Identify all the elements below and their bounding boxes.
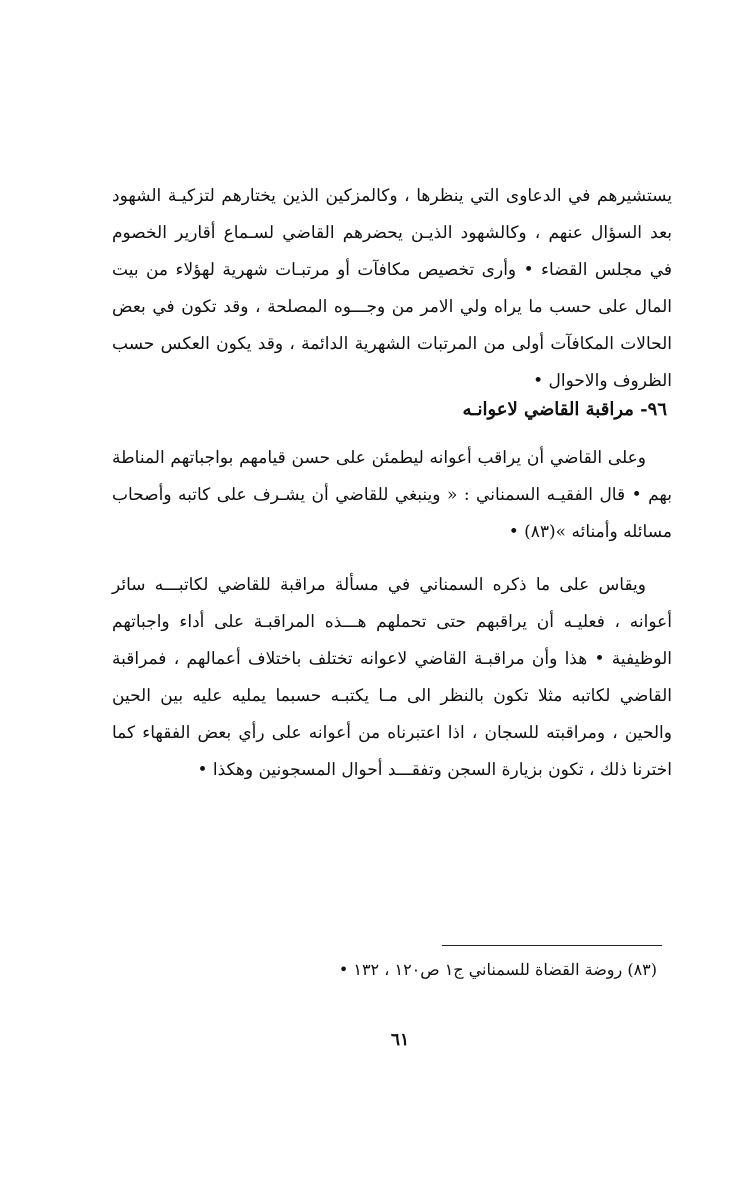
paragraph-text: ويقاس على ما ذكره السمناني في مسألة مراقبة للقاضي لكاتبـــه سائر أعوانه ، فعليـه أن يراقبهم حتى تحملهم هـــذه المراقبـة على أداء واجباتهم الوظيفية • هذا وأن مراقبـة القاضي لاعوانه تختلف باختلاف أعمالهم ، فمراقبة القاضي لكاتبه مثلا تكون بالنظر الى مـا يكتبـه حسبما يمليه عليه بين الحين والحين ، ومراقبته للسجان ، اذا اعتبرناه من أعوانه على رأي بعض الفقهاء كما اخترنا ذلك ، تكون بزيارة السجن وتفقـــد أحوال المسجونين وهكذا • (112, 575, 672, 780)
body-paragraph-3 (112, 567, 672, 789)
page-number: ٦١ (390, 1030, 410, 1050)
section-heading: ٩٦- مراقبة القاضي لاعوانـه (462, 399, 667, 420)
body-paragraph-2 (112, 440, 672, 551)
body-paragraph-1 (112, 178, 672, 400)
footnote: (٨٣) روضة القضاة للسمناني ج١ ص١٢٠ ، ١٣٢ • (338, 960, 657, 979)
paragraph-text: وعلى القاضي أن يراقب أعوانه ليطمئن على حسن قيامهم بواجباتهم المناطة بهم • قال الفقيـه السمناني : « وينبغي للقاضي أن يشـرف على كاتبه وأصحاب مسائله وأمنائه »(٨٣) • (112, 448, 672, 542)
footnote-divider (442, 945, 662, 946)
paragraph-text: يستشيرهم في الدعاوى التي ينظرها ، وكالمزكين الذين يختارهم لتزكيـة الشهود بعد السؤال عنهم ، وكالشهود الذيـن يحضرهم القاضي لسـماع أقارير الخصوم في مجلس القضاء • وأرى تخصيص مكافآت أو مرتبـات شهرية لهؤلاء من بيت المال على حسب ما يراه ولي الامر من وجـــوه المصلحة ، وقد تكون في بعض الحالات المكافآت أولى من المرتبات الشهرية الدائمة ، وقد يكون العكس حسب الظروف والاحوال • (112, 186, 672, 391)
